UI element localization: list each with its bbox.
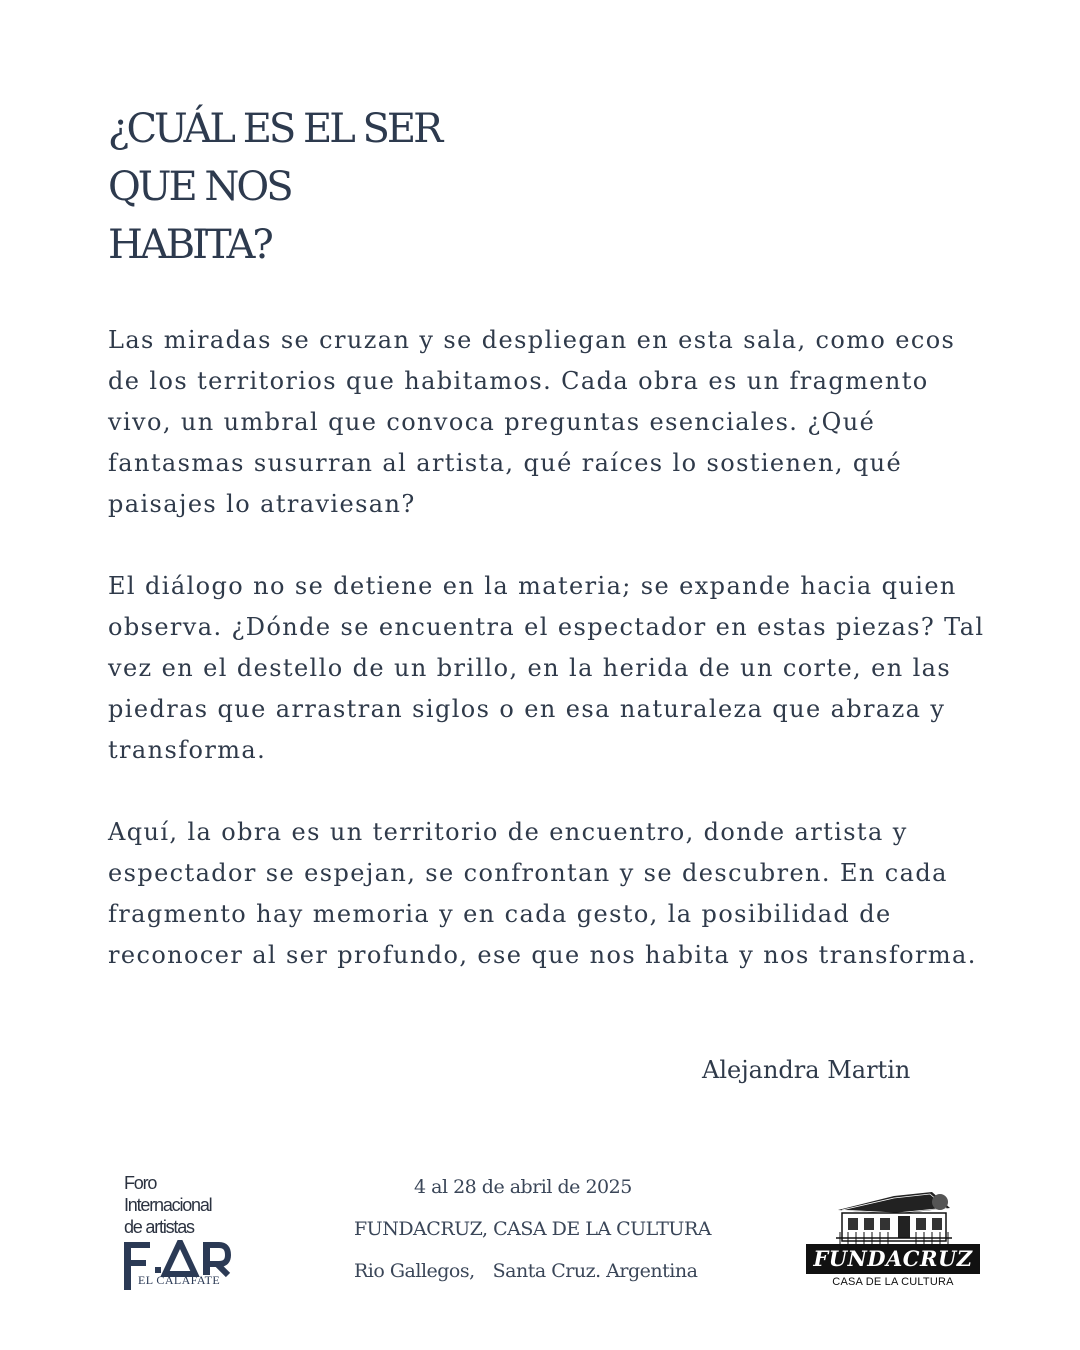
house-illustration-icon (836, 1186, 952, 1246)
fundacruz-name: FUNDACRUZ (806, 1244, 980, 1274)
paragraph-2: El diálogo no se detiene en la materia; se expande hacia quien observa. ¿Dónde se encuentra el espectador en estas piezas? Tal vez en el destello de un brillo, en la herida de un corte, en las piedras que arrastran siglos o en esa naturaleza que abraza y transforma. (108, 572, 985, 764)
far-logo (124, 1172, 264, 1294)
far-caption-line-2: Internacional (124, 1195, 212, 1215)
page-title (108, 100, 440, 274)
event-date: 4 al 28 de abril de 2025 (414, 1176, 632, 1198)
far-caption-line-1: Foro (124, 1173, 157, 1193)
fundacruz-logo (806, 1186, 982, 1292)
event-venue: FUNDACRUZ, CASA DE LA CULTURA (354, 1218, 711, 1240)
fundacruz-subtitle: CASA DE LA CULTURA (832, 1276, 954, 1288)
title-line-3: HABITA? (108, 222, 271, 268)
paragraph-1: Las miradas se cruzan y se despliegan en esta sala, como ecos de los territorios que habitamos. Cada obra es un fragmento vivo, un umbral que convoca preguntas esenciales. ¿Qué fantasmas susurran al artista, qué raíces lo sostienen, qué paisajes lo atraviesan? (108, 326, 956, 518)
title-line-1: ¿CUÁL ES EL SER (108, 106, 441, 152)
event-region: Santa Cruz. Argentina (492, 1260, 698, 1282)
paragraph-3: Aquí, la obra es un territorio de encuentro, donde artista y espectador se espejan, se confrontan y se descubren. En cada fragmento hay memoria y en cada gesto, la posibilidad de reconocer al ser profundo, ese que nos habita y nos transforma. (108, 818, 977, 969)
far-logo-subtitle: EL CALAFATE (138, 1273, 221, 1287)
far-caption-line-3: de artistas (124, 1217, 194, 1237)
event-city: Rio Gallegos, (354, 1260, 475, 1282)
title-line-2: QUE NOS (108, 164, 291, 210)
far-logo-caption (124, 1172, 264, 1238)
event-location (354, 1260, 697, 1282)
body-text (108, 320, 988, 1017)
author-signature: Alejandra Martin (702, 1056, 911, 1084)
